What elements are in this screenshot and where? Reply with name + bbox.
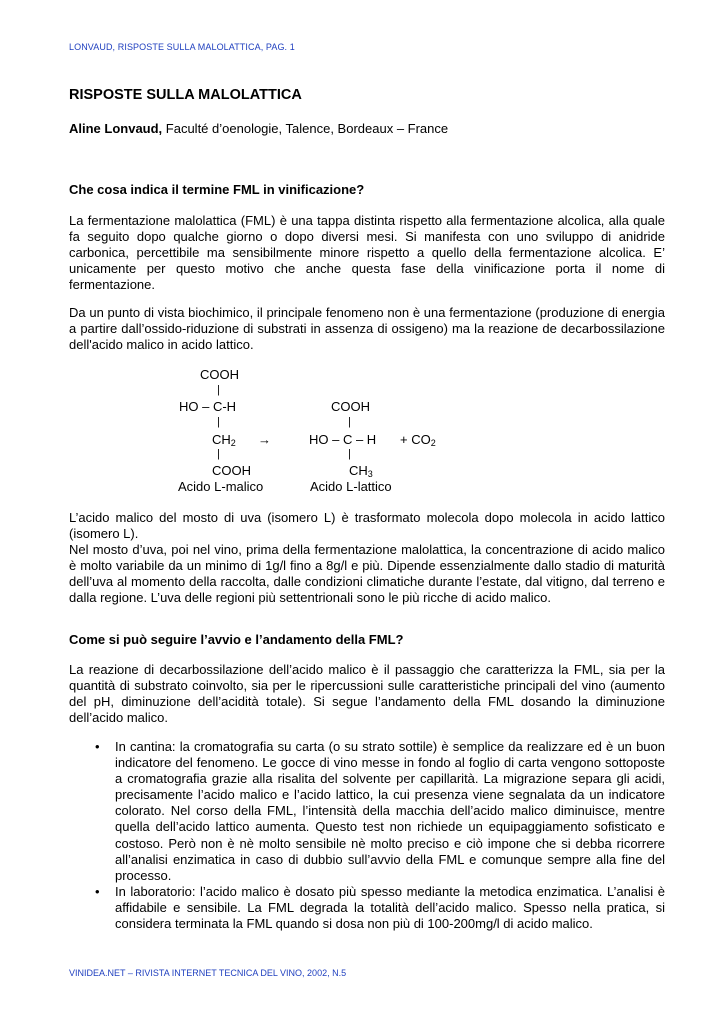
bullet-icon: • [95,739,100,754]
running-header: LONVAUD, RISPOSTE SULLA MALOLATTICA, PAG. 1 [69,42,295,52]
malic-bond-1: | [217,384,220,396]
paragraph-1: La fermentazione malolattica (FML) è una tappa distinta rispetto alla fermentazione alcolica, alla quale fa seguito dopo qualche giorno o dopo diversi mesi. Si manifesta con uno sviluppo di anidride carbonica, percettibile ma sensibilmente minore rispetto a quello della fermentazione alcolica. E’ unicamente per questo motivo che anche questa fase della vinificazione porta il nome di fermentazione. [69,213,665,293]
paragraph-2: Da un punto di vista biochimico, il principale fenomeno non è una fermentazione (produzione di energia a partire dall’ossido-riduzione di substrati in assenza di ossigeno) ma la reazione de decarbossilazione dell'acido malico in acido lattico. [69,305,665,353]
malic-label: Acido L-malico [178,479,264,494]
author-name: Aline Lonvaud, [69,121,163,136]
author-line [69,121,448,136]
lactic-bond-1: | [348,416,351,428]
lactic-label: Acido L-lattico [310,479,392,494]
lactic-ch3 [349,463,373,479]
list-item [95,739,665,884]
malic-cooh-bottom: COOH [212,463,251,478]
lactic-bond-2: | [348,448,351,460]
reaction-arrow: → [258,432,271,447]
lactic-ch3-subscript: 3 [367,469,373,479]
paragraph-4: Nel mosto d’uva, poi nel vino, prima della fermentazione malolattica, la concentrazione di acido malico è molto variabile da un minimo di 1g/l fino a 8g/l e più. Dipende essenzialmente dallo stadio di maturità dell’uva al momento della raccolta, dalle condizioni climatiche durante l’estate, dal vitigno, dal terreno e dalla regione. L’uva delle regioni più settentrionali sono le più ricche di acido malico. [69,542,665,606]
paragraph-3: L’acido malico del mosto di uva (isomero L) è trasformato molecola dopo molecola in acido lattico (isomero L). [69,510,665,542]
list-item-text: In laboratorio: l’acido malico è dosato più spesso mediante la metodica enzimatica. L’analisi è affidabile e sensibile. La FML degrada la totalità dell’acido malico. Spesso nella pratica, si considera terminata la FML quando si dosa non più di 100-200mg/l di acido malico. [115,883,665,932]
bullet-icon: • [95,883,100,899]
malic-bond-2: | [217,416,220,428]
malic-ch2 [212,432,236,448]
page-title: RISPOSTE SULLA MALOLATTICA [69,87,302,103]
malic-ch2-text: CH [212,432,231,447]
malic-hoch: HO – C-H [179,399,237,414]
question-1: Che cosa indica il termine FML in vinificazione? [69,182,365,197]
list-item [95,883,665,932]
co2-product [400,432,436,448]
question-2: Come si può seguire l’avvio e l’andamento della FML? [69,632,404,647]
list-item-text: In cantina: la cromatografia su carta (o su strato sottile) è semplice da realizzare ed è un buon indicatore del fenomeno. Le gocce di vino messe in fondo al foglio di carta vengono sottoposte a cromatografia grazie alla risalita del solvente per capillarità. La migrazione separa gli acidi, precisamente l’acido malico e l’acido lattico, la cui presenza viene segnalata da un indicatore colorato. Nel corso della FML, l’intensità della macchia dell’acido malico diminuisce, mentre quella dell’acido lattico aumenta. Questo test non richiede un equipaggiamento sofisticato e costoso. Però non è nè molto sensibile nè molto preciso e ciò impone che si debba ricorrere all’analisi enzimatica in caso di dubbio sull’avvio della FML e comunque sempre alla fine del processo. [115,739,665,883]
running-footer: VINIDEA.NET – RIVISTA INTERNET TECNICA DEL VINO, 2002, N.5 [69,968,347,978]
co2-subscript: 2 [430,438,436,448]
lactic-cooh: COOH [331,399,370,414]
paragraph-5: La reazione di decarbossilazione dell’acido malico è il passaggio che caratterizza la FML, sia per la quantità di substrato coinvolto, sia per le ripercussioni sulle caratteristiche principali del vino (aumento del pH, diminuzione dell’acidità totale). Si segue l’andamento della FML dosando la diminuzione dell’acido malico. [69,662,665,726]
lactic-hoch: HO – C – H [309,432,377,447]
malic-cooh-top: COOH [200,367,239,382]
malic-ch2-subscript: 2 [230,438,236,448]
method-list [95,739,665,932]
lactic-ch3-text: CH [349,463,368,478]
author-affiliation: Faculté d’oenologie, Talence, Bordeaux – France [162,121,449,136]
malic-bond-3: | [217,448,220,460]
co2-text: + CO [400,432,431,447]
